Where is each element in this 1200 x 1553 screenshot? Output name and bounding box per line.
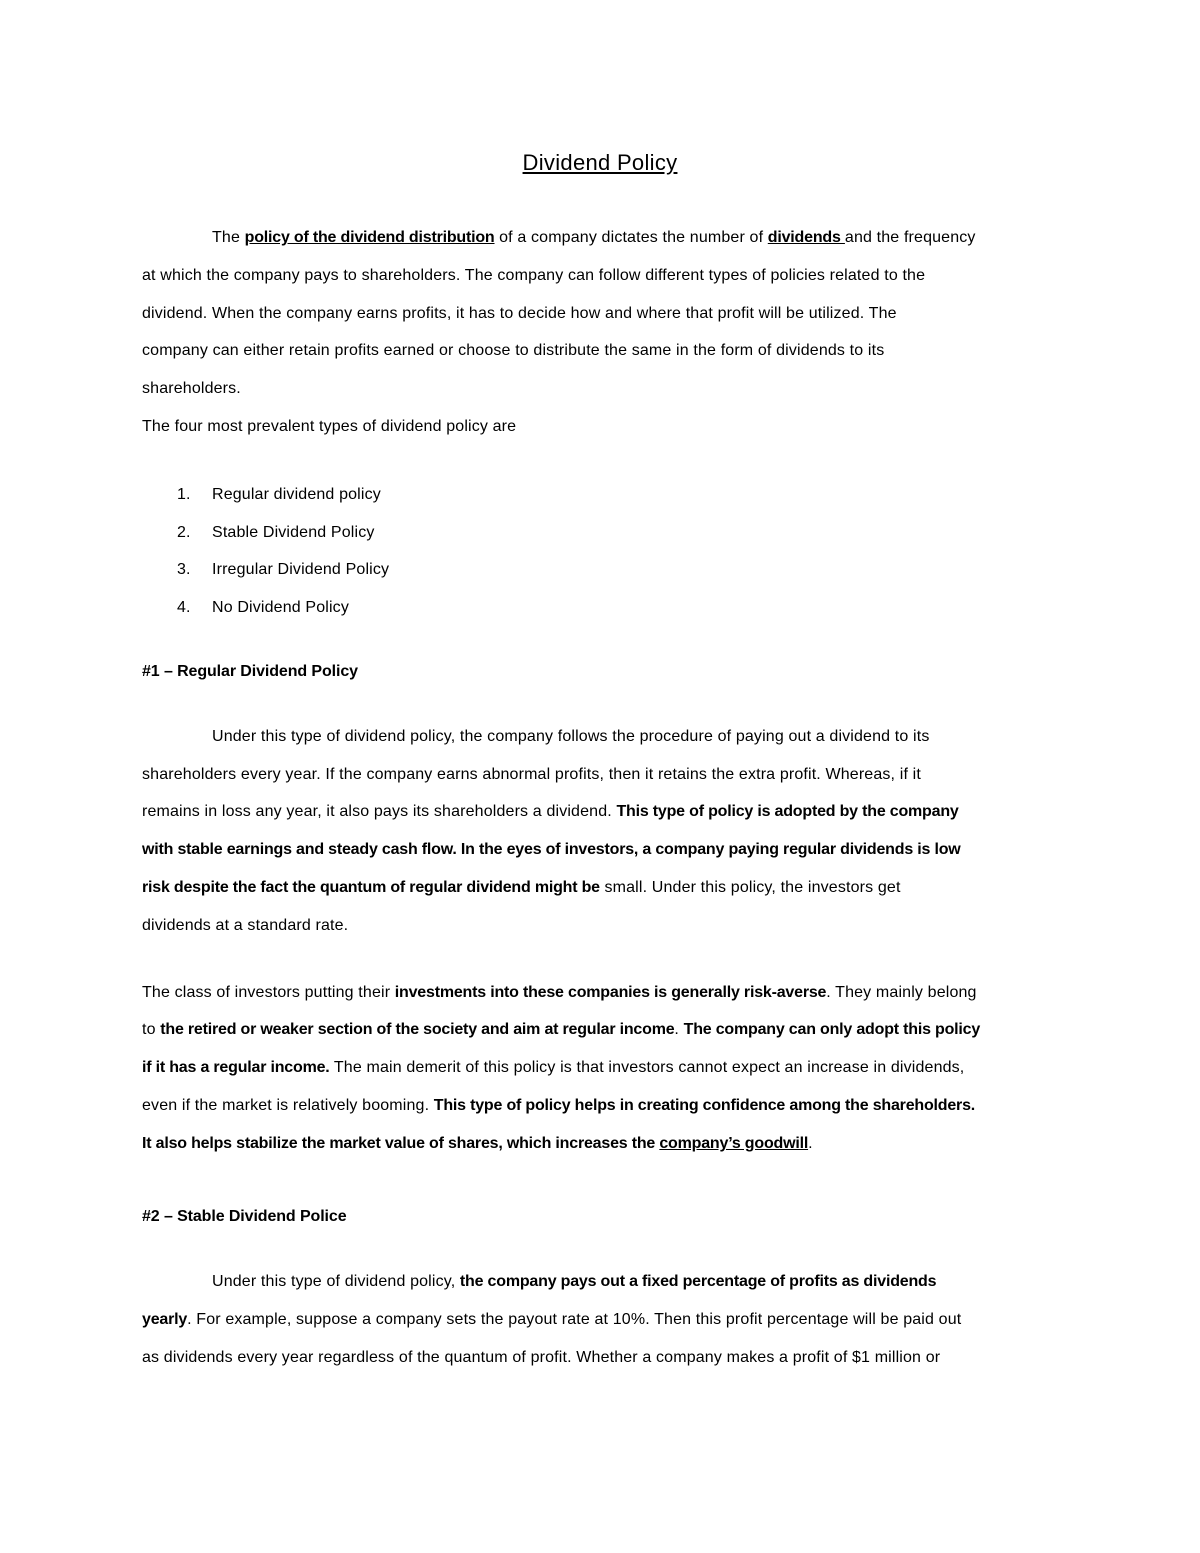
bold-text: with stable earnings and steady cash flow. In the eyes of investors, a company paying regular dividends is low [142, 841, 961, 859]
bold-text: This type of policy is adopted by the company [616, 803, 959, 821]
text-line [142, 1125, 1062, 1163]
text-run: of a company dictates the number of [494, 229, 768, 246]
text-line [142, 257, 1062, 295]
bold-text: the company pays out a fixed percentage of profits as dividends [459, 1273, 937, 1291]
text-line [142, 1263, 1062, 1301]
text-run: . [674, 1021, 684, 1039]
text-run: at which the company pays to shareholders. The company can follow different types of policies related to the [142, 266, 926, 284]
underlined-bold-text: company’s goodwill [659, 1134, 809, 1152]
text-line [142, 295, 1062, 333]
text-run: shareholders. [142, 380, 241, 398]
list-item [142, 551, 1062, 589]
text-run: and the frequency [844, 229, 976, 246]
section-heading-text: #1 – Regular Dividend Policy [142, 662, 358, 680]
text-line [142, 408, 1062, 446]
text-line [142, 1049, 1062, 1087]
text-run: dividend. When the company earns profits, it has to decide how and where that profit will be utilized. The [142, 304, 897, 322]
bold-text: This type of policy helps in creating confidence among the shareholders. [433, 1096, 976, 1114]
text-run: small. Under this policy, the investors get [599, 878, 901, 896]
bold-text: risk despite the fact the quantum of regular dividend might be [142, 878, 600, 896]
text-run: Under this type of dividend policy, [212, 1273, 460, 1291]
text-line [142, 793, 1062, 831]
text-line [142, 756, 1062, 794]
text-run: dividends at a standard rate. [142, 916, 349, 934]
bold-text: investments into these companies is generally risk-averse [394, 983, 827, 1001]
bold-text: yearly [142, 1311, 188, 1329]
text-run: shareholders every year. If the company earns abnormal profits, then it retains the extra profit. Whereas, if it [142, 765, 921, 783]
text-run: as dividends every year regardless of the quantum of profit. Whether a company makes a profit of $1 million or [142, 1348, 941, 1366]
text-run: even if the market is relatively booming. [142, 1096, 434, 1114]
text-run: . [808, 1134, 813, 1152]
underlined-bold-text: policy of the dividend distribution [244, 229, 495, 246]
text-run: . For example, suppose a company sets the payout rate at 10%. Then this profit percentage will be paid out [187, 1311, 962, 1329]
text-line [142, 718, 1062, 756]
list-number: 2. [177, 523, 191, 541]
text-line [142, 869, 1062, 907]
numbered-list [142, 476, 1062, 627]
section-heading [142, 1198, 1062, 1236]
text-line [142, 907, 1062, 945]
text-run: The main demerit of this policy is that investors cannot expect an increase in dividends, [329, 1059, 965, 1077]
text-run: remains in loss any year, it also pays its shareholders a dividend. [142, 803, 617, 821]
text-line [142, 1011, 1062, 1049]
text-run: company can either retain profits earned or choose to distribute the same in the form of dividends to its [142, 342, 885, 360]
document-title: Dividend Policy [522, 150, 678, 175]
section-heading [142, 653, 1062, 691]
list-item-text: Stable Dividend Policy [212, 523, 375, 541]
document-body [142, 219, 1062, 1377]
paragraph [142, 974, 1062, 1163]
paragraph [142, 219, 1062, 446]
text-run: The four most prevalent types of dividend policy are [142, 417, 517, 435]
list-item-text: No Dividend Policy [212, 599, 349, 617]
list-item [142, 476, 1062, 514]
text-run: The class of investors putting their [142, 983, 395, 1001]
list-item [142, 514, 1062, 552]
text-run: . They mainly belong [826, 983, 977, 1001]
text-line [142, 974, 1062, 1012]
list-item [142, 589, 1062, 627]
section-heading-text: #2 – Stable Dividend Police [142, 1207, 347, 1225]
text-run: Under this type of dividend policy, the company follows the procedure of paying out a dividend to its [212, 727, 930, 745]
text-run: to [142, 1021, 161, 1039]
bold-text: It also helps stabilize the market value of shares, which increases the [142, 1134, 660, 1152]
text-line [142, 1087, 1062, 1125]
paragraph [142, 718, 1062, 945]
list-number: 4. [177, 599, 191, 617]
list-item-text: Regular dividend policy [212, 485, 381, 503]
text-line [142, 219, 1062, 257]
text-line [142, 831, 1062, 869]
bold-text: if it has a regular income. [142, 1059, 330, 1077]
text-line [142, 1339, 1062, 1377]
text-run: The [212, 229, 245, 246]
text-line [142, 370, 1062, 408]
paragraph [142, 1263, 1062, 1376]
underlined-bold-text: dividends [767, 229, 845, 246]
list-number: 1. [177, 485, 191, 503]
list-number: 3. [177, 561, 191, 579]
text-line [142, 1301, 1062, 1339]
list-item-text: Irregular Dividend Policy [212, 561, 390, 579]
bold-text: The company can only adopt this policy [683, 1021, 981, 1039]
text-line [142, 332, 1062, 370]
bold-text: the retired or weaker section of the society and aim at regular income [160, 1021, 675, 1039]
